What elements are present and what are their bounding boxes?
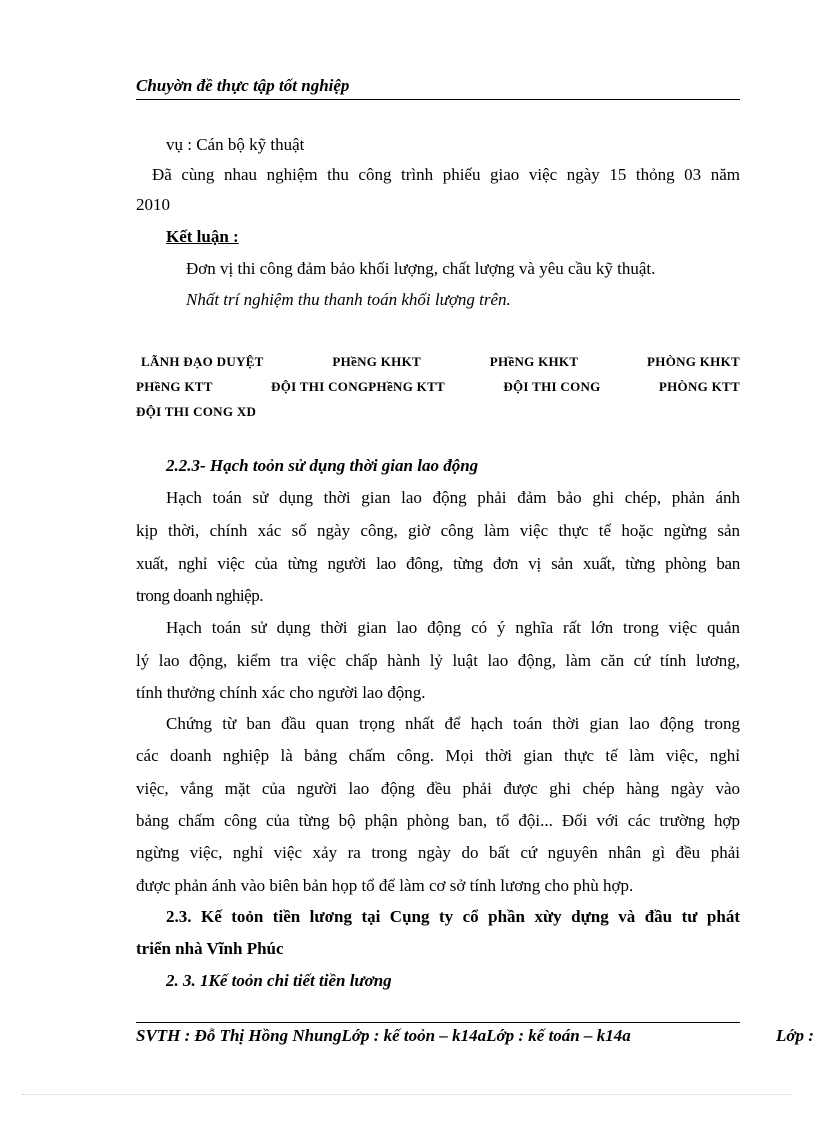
page-header-title: Chuyờn đề thực tập tốt nghiệp [136, 76, 350, 95]
nghiem-thu-line-1: Đã cùng nhau nghiệm thu công trình phiếu giao việc ngày 15 thỏng 03 năm [152, 165, 740, 184]
nghiem-thu-line-2: 2010 [136, 195, 170, 214]
footer-lop: Lớp : [776, 1026, 814, 1045]
sig-phong-khkt-1: PHềNG KHKT [332, 354, 421, 369]
signature-row-1 [141, 354, 740, 370]
page-bottom-dotted-line [22, 1094, 792, 1095]
signature-row-3: ĐỘI THI CONG XD [136, 404, 257, 419]
section-23-heading-line-2: triển nhà Vĩnh Phúc [136, 939, 284, 958]
para1-line-2: kịp thời, chính xác số ngày công, giờ công làm việc thực tế hoặc ngừng sản [136, 521, 740, 540]
para3-line-4: bảng chấm công của từng bộ phận phòng ban, tổ đội... Đối với các trường hợp [136, 811, 740, 830]
sig-phong-khkt-2: PHềNG KHKT [489, 354, 579, 369]
ket-luan-line-2: Nhất trí nghiệm thu thanh toán khối lượng trên. [186, 290, 511, 309]
para3-line-6: được phản ánh vào biên bản họp tổ để làm cơ sở tính lương cho phù hợp. [136, 876, 634, 895]
sig-doi-thi-cong-2: ĐỘI THI CONG [503, 379, 601, 394]
para2-line-1: Hạch toán sử dụng thời gian lao động có ý nghĩa rất lớn trong việc quản [166, 618, 740, 637]
sig-lanh-dao: LÃNH ĐẠO DUYỆT [141, 354, 264, 369]
sig-doi-thi-cong-1: ĐỘI THI CONGPHềNG KTT [271, 379, 446, 394]
vu-line: vụ : Cán bộ kỹ thuật [166, 135, 305, 154]
sig-phong-ktt-1: PHềNG KTT [136, 379, 213, 394]
section-223-heading: 2.2.3- Hạch toỏn sử dụng thời gian lao động [166, 456, 479, 475]
sig-phong-khkt-3: PHÒNG KHKT [647, 354, 740, 369]
section-231-heading: 2. 3. 1Kế toỏn chi tiết tiền lương [166, 971, 392, 990]
page-footer [136, 1026, 814, 1046]
section-23-heading-line-1: 2.3. Kế toỏn tiền lương tại Cụng ty cổ phần xừy dựng và đầu tư phát [166, 907, 740, 926]
para2-line-3: tính thưởng chính xác cho người lao động. [136, 683, 426, 702]
para3-line-3: việc, vắng mặt của người lao động đều phải được ghi chép hàng ngày vào [136, 779, 740, 798]
para3-line-2: các doanh nghiệp là bảng chấm công. Mọi thời gian thực tế làm việc, nghỉ [136, 746, 740, 765]
footer-rule [136, 1022, 740, 1023]
header-rule [136, 99, 740, 100]
para3-line-5: ngừng việc, nghỉ việc xảy ra trong ngày do bất cứ nguyên nhân gì đều phải [136, 843, 740, 862]
para2-line-2: lý lao động, kiểm tra việc chấp hành lỷ luật lao động, làm căn cứ tính lương, [136, 651, 740, 670]
ket-luan-heading: Kết luận : [166, 227, 239, 246]
para1-line-1: Hạch toán sử dụng thời gian lao động phải đảm bảo ghi chép, phản ánh [166, 488, 740, 507]
footer-text: SVTH : Đỗ Thị Hồng NhungLớp : kế toỏn – k14aLớp : kế toán – k14a [136, 1026, 631, 1045]
para1-line-4: trong doanh nghiệp. [136, 586, 263, 605]
signature-row-2 [136, 379, 740, 395]
para1-line-3: xuất, nghỉ việc của từng người lao đông, từng đơn vị sản xuất, từng phòng ban [136, 554, 740, 573]
para3-line-1: Chứng từ ban đầu quan trọng nhất để hạch toán thời gian lao động trong [166, 714, 740, 733]
ket-luan-line-1: Đơn vị thi công đảm bảo khối lượng, chất lượng và yêu cầu kỹ thuật. [186, 259, 656, 278]
sig-phong-ktt-2: PHÒNG KTT [658, 379, 740, 394]
